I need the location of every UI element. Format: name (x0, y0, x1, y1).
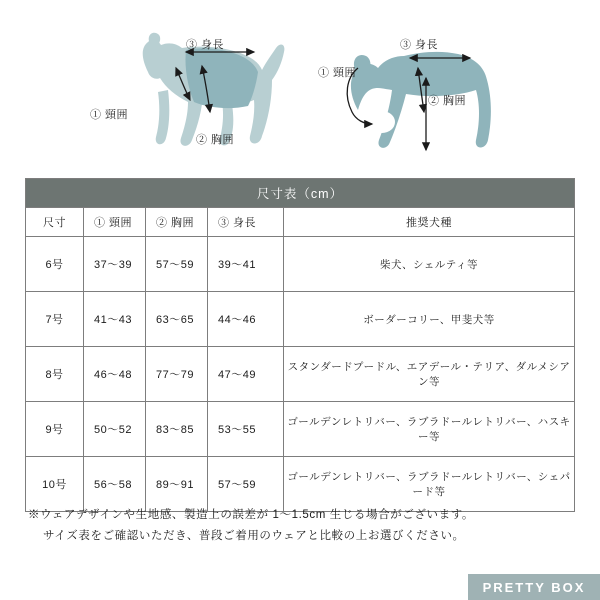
note-line-2: サイズ表をご確認いただき、普段ご着用のウェアと比較の上お選びください。 (43, 530, 465, 543)
cell-neck: 41～43 (84, 292, 146, 347)
brand-badge: PRETTY BOX (468, 574, 600, 600)
cell-size: 8号 (26, 347, 84, 402)
cell-neck: 46～48 (84, 347, 146, 402)
left-chest-label: ② 胸囲 (196, 134, 235, 146)
dog-diagram-svg (0, 0, 600, 175)
header-neck: ① 頸囲 (84, 208, 146, 237)
cell-chest: 89～91 (146, 457, 208, 512)
cell-neck: 50～52 (84, 402, 146, 457)
cell-chest: 77～79 (146, 347, 208, 402)
right-neck-label: ① 頸囲 (318, 67, 357, 79)
cell-chest: 57～59 (146, 237, 208, 292)
header-length: ③ 身長 (208, 208, 284, 237)
cell-breeds: 柴犬、シェルティ等 (284, 237, 575, 292)
left-length-label: ③ 身長 (186, 39, 225, 51)
right-dog-silhouette (351, 52, 491, 148)
header-size: 尺寸 (26, 208, 84, 237)
note-line-1: ※ウェアデザインや生地感、製造上の誤差が 1～1.5cm 生じる場合がございます。 (28, 509, 475, 521)
table-header-row (26, 208, 575, 237)
cell-size: 6号 (26, 237, 84, 292)
table-title-row (26, 179, 575, 208)
cell-length: 57～59 (208, 457, 284, 512)
cell-neck: 37～39 (84, 237, 146, 292)
cell-neck: 56～58 (84, 457, 146, 512)
table-row (26, 347, 575, 402)
cell-length: 53～55 (208, 402, 284, 457)
header-breeds: 推奨犬種 (284, 208, 575, 237)
size-table (25, 178, 575, 512)
cell-breeds: スタンダードプードル、エアデール・テリア、ダルメシアン等 (284, 347, 575, 402)
cell-size: 9号 (26, 402, 84, 457)
header-chest: ② 胸囲 (146, 208, 208, 237)
table-row (26, 292, 575, 347)
right-length-label: ③ 身長 (400, 39, 439, 51)
diagram-area (0, 0, 600, 175)
cell-chest: 63～65 (146, 292, 208, 347)
left-neck-label: ① 頸囲 (90, 109, 129, 121)
cell-breeds: ゴールデンレトリバー、ラブラドールレトリバー、ハスキー等 (284, 402, 575, 457)
table-row (26, 402, 575, 457)
size-table-wrap (25, 178, 575, 512)
cell-length: 47～49 (208, 347, 284, 402)
cell-breeds: ゴールデンレトリバー、ラブラドールレトリバー、シェパード等 (284, 457, 575, 512)
cell-length: 39～41 (208, 237, 284, 292)
cell-length: 44～46 (208, 292, 284, 347)
cell-size: 7号 (26, 292, 84, 347)
table-row (26, 237, 575, 292)
notes-block (28, 505, 573, 548)
table-row (26, 457, 575, 512)
cell-size: 10号 (26, 457, 84, 512)
cell-breeds: ボーダーコリー、甲斐犬等 (284, 292, 575, 347)
cell-chest: 83～85 (146, 402, 208, 457)
table-title: 尺寸表（cm） (26, 179, 575, 208)
right-chest-label: ② 胸囲 (428, 95, 467, 107)
